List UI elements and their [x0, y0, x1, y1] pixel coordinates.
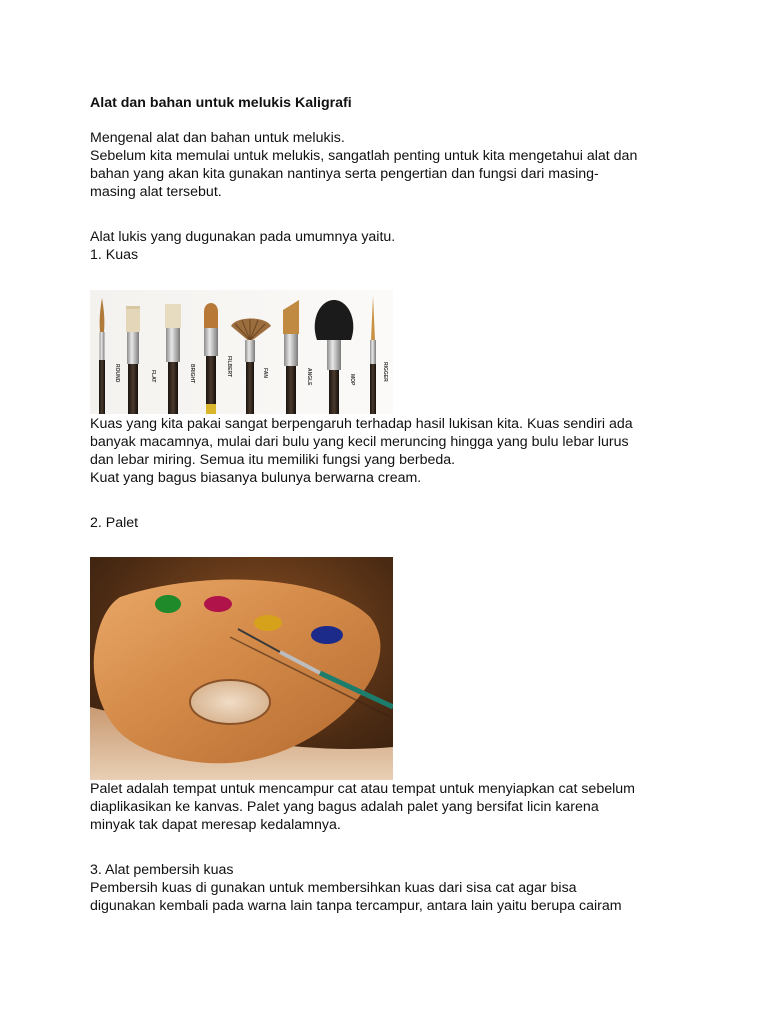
blue-paint: [311, 626, 343, 644]
round-label: ROUND: [114, 364, 120, 383]
flat-brush: [126, 306, 140, 414]
palette-image: [90, 557, 393, 780]
pembersih-paragraph-line-2: digunakan kembali pada warna lain tanpa tercampur, antara lain yaitu berupa cairam: [90, 898, 622, 914]
pembersih-paragraph-line-1: Pembersih kuas di gunakan untuk membersihkan kuas dari sisa cat agar bisa: [90, 880, 577, 896]
mop-label: MOP: [349, 374, 355, 386]
filbert-label: FILBERT: [226, 356, 232, 378]
kuas-paragraph-line-1: Kuas yang kita pakai sangat berpengaruh terhadap hasil lukisan kita. Kuas sendiri ada: [90, 416, 633, 432]
brushes-image: [90, 290, 393, 414]
green-paint: [155, 595, 181, 613]
intro-line-3: bahan yang akan kita gunakan nantinya serta pengertian dan fungsi dari masing-: [90, 166, 599, 182]
yellow-paint: [254, 615, 282, 631]
flat-label: FLAT: [150, 370, 156, 383]
fan-label: FAN: [262, 368, 268, 378]
section-heading-palet: 2. Palet: [90, 515, 139, 531]
bright-label: BRIGHT: [189, 364, 195, 384]
kuas-paragraph-line-4: Kuat yang bagus biasanya bulunya berwarna cream.: [90, 470, 422, 486]
section-heading-kuas: 1. Kuas: [90, 247, 139, 263]
section-heading-pembersih: 3. Alat pembersih kuas: [90, 862, 234, 878]
palette-thumb-hole: [190, 680, 270, 724]
magenta-paint: [204, 596, 232, 612]
rigger-label: RIGGER: [382, 362, 388, 382]
intro-line-2: Sebelum kita memulai untuk melukis, sangatlah penting untuk kita mengetahui alat dan: [90, 148, 638, 164]
palet-paragraph-line-3: minyak tak dapat meresap kedalamnya.: [90, 817, 341, 833]
round-brush: [99, 298, 105, 414]
list-intro: Alat lukis yang dugunakan pada umumnya yaitu.: [90, 229, 396, 245]
angle-label: ANGLE: [306, 368, 312, 386]
document-title: Alat dan bahan untuk melukis Kaligrafi: [90, 95, 352, 111]
intro-line-1: Mengenal alat dan bahan untuk melukis.: [90, 130, 345, 146]
palet-paragraph-line-2: diaplikasikan ke kanvas. Palet yang bagus adalah palet yang bersifat licin karena: [90, 799, 599, 815]
filbert-brush: [204, 303, 218, 414]
kuas-paragraph-line-3: dan lebar miring. Semua itu memiliki fungsi yang berbeda.: [90, 452, 456, 468]
intro-line-4: masing alat tersebut.: [90, 184, 222, 200]
palet-paragraph-line-1: Palet adalah tempat untuk mencampur cat atau tempat untuk menyiapkan cat sebelum: [90, 781, 635, 797]
kuas-paragraph-line-2: banyak macamnya, mulai dari bulu yang kecil meruncing hingga yang bulu lebar lurus: [90, 434, 629, 450]
